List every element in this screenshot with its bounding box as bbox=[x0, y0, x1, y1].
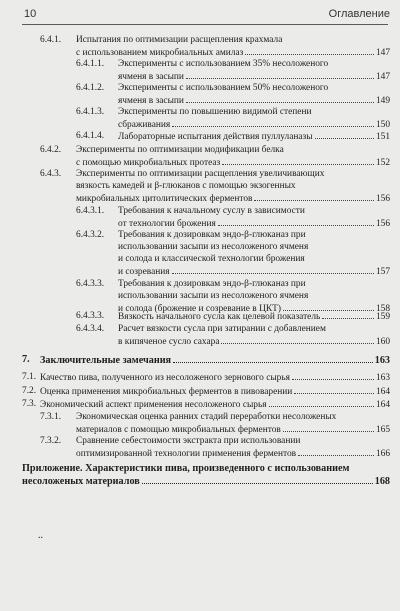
toc-entry-page: 165 bbox=[375, 425, 390, 435]
toc-entry-title-line: материалов с помощью микробиальных ферментов bbox=[76, 425, 281, 435]
toc-entry-page: 147 bbox=[375, 48, 390, 58]
toc-entry-page: 159 bbox=[375, 312, 390, 322]
toc-entry-number: 6.4.3.3. bbox=[76, 311, 105, 321]
dot-leader bbox=[245, 46, 374, 55]
toc-entry-title-line: Сравнение себестоимости экстракта при использовании bbox=[76, 436, 301, 446]
toc-entry-title-line: ячменя в засыпи bbox=[118, 72, 184, 82]
toc-entry-number: 6.4.3.1. bbox=[76, 206, 105, 216]
footer-mark: .. bbox=[38, 530, 43, 541]
dot-leader bbox=[186, 70, 374, 79]
toc-entry-number: 6.4.3. bbox=[40, 169, 62, 179]
toc-entry-title-line: Заключительные замечания bbox=[40, 355, 172, 366]
toc-entry-page: 149 bbox=[375, 96, 390, 106]
toc-entry-number: 7. bbox=[22, 354, 30, 365]
toc-entry-number: 6.4.3.3. bbox=[76, 279, 105, 289]
dot-leader bbox=[218, 217, 374, 226]
toc-entry-title-line: Испытания по оптимизации расщепления крахмала bbox=[76, 35, 283, 45]
dot-leader bbox=[315, 130, 374, 139]
toc-entry-title-line: сбраживания bbox=[118, 120, 171, 130]
toc-entry-title-line: и созревания bbox=[118, 267, 170, 277]
toc-entry-page: 160 bbox=[375, 337, 390, 347]
dot-leader bbox=[172, 265, 374, 274]
dot-leader bbox=[269, 398, 374, 407]
dot-leader bbox=[283, 423, 374, 432]
toc-entry-title-line: ячменя в засыпи bbox=[118, 96, 184, 106]
toc-entry-title-line: Экономический аспект применения несоложеного сырья bbox=[40, 400, 267, 410]
toc-entry-title-line: Вязкость начального сусла как целевой показатель bbox=[118, 312, 321, 322]
toc-entry-number: 6.4.2. bbox=[40, 145, 62, 155]
toc-entry-title-line: Расчет вязкости сусла при затирании с добавлением bbox=[118, 324, 326, 334]
toc-entry-title-line: с помощью микробиальных протеаз bbox=[76, 158, 221, 168]
dot-leader bbox=[142, 475, 373, 484]
toc-entry-title-line: микробиальных цитолитических ферментов bbox=[76, 194, 253, 204]
dot-leader bbox=[254, 192, 373, 201]
toc-entry-number: 7.2. bbox=[22, 386, 37, 396]
dot-leader bbox=[173, 354, 373, 363]
toc-entry-title-line: использовании засыпи из несоложеного ячменя bbox=[118, 291, 309, 301]
toc-entry-page: 156 bbox=[375, 219, 390, 229]
toc-entry-number: 6.4.3.2. bbox=[76, 230, 105, 240]
toc-entry-title-line: Требования к дозировкам эндо-β-глюканаз при bbox=[118, 230, 306, 240]
toc-entry-title-line: несоложеных материалов bbox=[22, 476, 140, 487]
toc-entry-title-line: и солода и классической технологии брожения bbox=[118, 254, 305, 264]
toc-entry-title-line: Эксперименты по оптимизации расщепления увеличивающих bbox=[76, 169, 325, 179]
toc-entry-number: 6.4.3.4. bbox=[76, 324, 105, 334]
toc-entry-title-line: Оценка применения микробиальных ферментов в пивоварении bbox=[40, 387, 293, 397]
toc-entry-number: 6.4.1. bbox=[40, 35, 62, 45]
toc-entry-page: 152 bbox=[375, 158, 390, 168]
toc-entry-page: 158 bbox=[375, 304, 390, 314]
toc-entry-number: 7.1. bbox=[22, 372, 37, 382]
toc-entry-page: 150 bbox=[375, 120, 390, 130]
toc-entry-page: 157 bbox=[375, 267, 390, 277]
toc-entry-page: 168 bbox=[374, 476, 390, 487]
toc-entry-title-line: использовании засыпи из несоложеного ячменя bbox=[118, 242, 309, 252]
toc-entry-page: 151 bbox=[375, 132, 390, 142]
dot-leader bbox=[322, 310, 374, 319]
running-title: Оглавление bbox=[328, 8, 390, 20]
toc-entry-page: 163 bbox=[375, 373, 390, 383]
toc-entry-title-line: с использованием микробиальных амилаз bbox=[76, 48, 244, 58]
toc-entry-title-line: оптимизированной технологии применения ферментов bbox=[76, 449, 297, 459]
toc-entry-number: 7.3.2. bbox=[40, 436, 62, 446]
toc-entry-number: 6.4.1.3. bbox=[76, 107, 105, 117]
dot-leader bbox=[222, 156, 374, 165]
toc-entry-number: 6.4.1.4. bbox=[76, 131, 105, 141]
toc-entry-title-line: Эксперименты с использованием 50% несоложеного bbox=[118, 83, 329, 93]
toc-entry-title-line: Эксперименты по оптимизации модификации белка bbox=[76, 145, 284, 155]
dot-leader bbox=[294, 385, 374, 394]
toc-entry-title-line: Приложение. Характеристики пива, произведенного с использованием bbox=[22, 463, 350, 474]
toc-entry-title-line: в кипяченое сусло сахара bbox=[118, 337, 220, 347]
dot-leader bbox=[298, 447, 374, 456]
dot-leader bbox=[292, 371, 374, 380]
toc-entry-page: 163 bbox=[374, 355, 390, 366]
toc-entry-title-line: и солода (брожение и созревание в ЦКТ) bbox=[118, 304, 281, 314]
dot-leader bbox=[186, 94, 374, 103]
toc-entry-title-line: от технологии брожения bbox=[118, 219, 216, 229]
header-rule bbox=[22, 24, 388, 25]
toc-entry-title-line: Лабораторные испытания действия пуллуланазы bbox=[118, 132, 313, 142]
dot-leader bbox=[221, 335, 373, 344]
toc-entry-title-line: Качество пива, полученного из несоложеного зернового сырья bbox=[40, 373, 290, 383]
toc-entry-number: 6.4.1.1. bbox=[76, 59, 105, 69]
toc-entry-page: 147 bbox=[375, 72, 390, 82]
toc-entry-title-line: Экономическая оценка ранних стадий переработки несоложеных bbox=[76, 412, 337, 422]
toc-entry-page: 164 bbox=[375, 387, 390, 397]
page-number: 10 bbox=[24, 8, 37, 20]
toc-entry-title-line: Требования к дозировкам эндо-β-глюканаз при bbox=[118, 279, 306, 289]
toc-entry-title-line: вязкость камедей и β-глюканов с помощью экзогенных bbox=[76, 181, 296, 191]
toc-entry-title-line: Требования к начальному суслу в зависимости bbox=[118, 206, 305, 216]
toc-entry-number: 7.3.1. bbox=[40, 412, 62, 422]
toc-entry-title-line: Эксперименты с использованием 35% несоложеного bbox=[118, 59, 329, 69]
toc-entry-title-line: Эксперименты по повышению видимой степени bbox=[118, 107, 312, 117]
toc-entry-page: 166 bbox=[375, 449, 390, 459]
toc-entry-page: 156 bbox=[375, 194, 390, 204]
toc-entry-number: 7.3. bbox=[22, 399, 37, 409]
dot-leader bbox=[172, 118, 374, 127]
toc-entry-page: 164 bbox=[375, 400, 390, 410]
toc-entry-number: 6.4.1.2. bbox=[76, 83, 105, 93]
